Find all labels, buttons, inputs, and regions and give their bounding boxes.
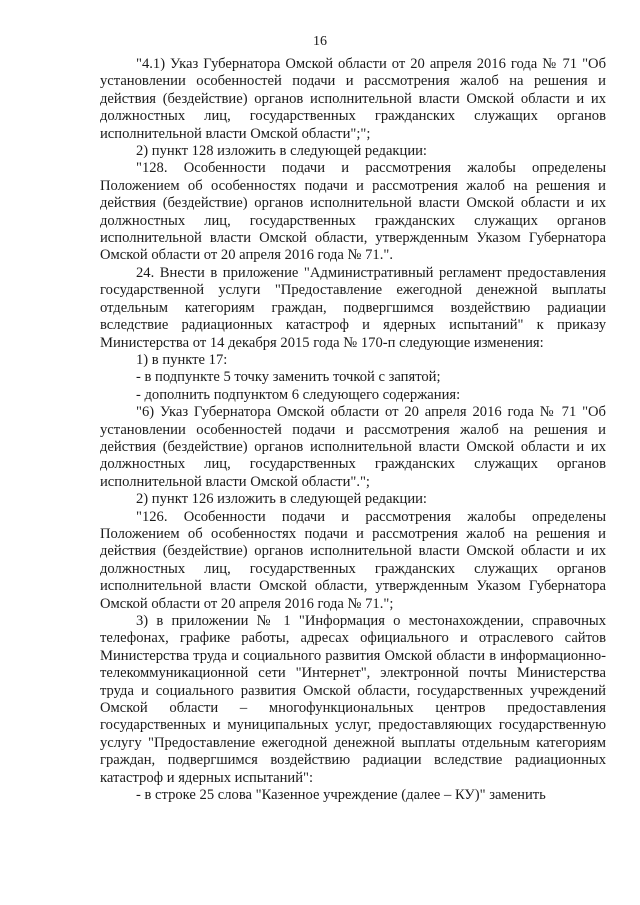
document-body [100,56,606,804]
paragraph-item-3-appendix-1: 3) в приложении № 1 "Информация о местонахождении, справочных телефонах, графике работы, адресах официального и отраслевого сайтов Министерства труда и социального развития Омской области в информационно-телекоммуникационной сети "Интернет", электронной почты Министерства труда и социального развития Омской области, государственных учреждений Омской области – многофункциональных центров предоставления государственных и муниципальных услуг, предоставляющих государственную услугу "Предоставление ежегодной денежной выплаты отдельным категориям граждан, подвергшимся воздействию радиации вследствие радиационных катастроф и ядерных испытаний": [100,613,606,786]
paragraph-decree-6: "6) Указ Губернатора Омской области от 20 апреля 2016 года № 71 "Об установлении особенностей подачи и рассмотрения жалоб на решения и действия (бездействие) органов исполнительной власти Омской области и их должностных лиц, государственных гражданских служащих органов исполнительной власти Омской области"."; [100,404,606,490]
paragraph-point-126-text: "126. Особенности подачи и рассмотрения жалобы определены Положением об особенностях подачи и рассмотрения жалоб на решения и действия (бездействие) органов исполнительной власти Омской области и их должностных лиц, государственных гражданских служащих органов исполнительной власти Омской области, утвержденным Указом Губернатора Омской области от 20 апреля 2016 года № 71."; [100,508,606,612]
paragraph-item-24: 24. Внести в приложение "Административный регламент предоставления государственной услуги "Предоставление ежегодной денежной выплаты отдельным категориям граждан, подвергшимся воздействию радиации вследствие радиационных катастроф и ядерных испытаний" к приказу Министерства от 14 декабря 2015 года № 170-п следующие изменения: [100,264,606,351]
paragraph-decree-4-1: "4.1) Указ Губернатора Омской области от 20 апреля 2016 года № 71 "Об установлении особенностей подачи и рассмотрения жалоб на решения и действия (бездействие) органов исполнительной власти Омской области и их должностных лиц, государственных гражданских служащих органов исполнительной власти Омской области";"; [100,56,606,142]
paragraph-item-2-point-128: 2) пункт 128 изложить в следующей редакции: [136,143,427,160]
page-number: 16 [313,34,327,49]
paragraph-row-25: - в строке 25 слова "Казенное учреждение (далее – КУ)" заменить [136,787,546,804]
paragraph-item-1-point-17: 1) в пункте 17: [136,351,228,368]
paragraph-point-128-text: "128. Особенности подачи и рассмотрения жалобы определены Положением об особенностях подачи и рассмотрения жалоб на решения и действия (бездействие) органов исполнительной власти Омской области и их должностных лиц, государственных гражданских служащих органов исполнительной власти Омской области, утвержденным Указом Губернатора Омской области от 20 апреля 2016 года № 71.". [100,160,606,264]
paragraph-subpoint-5: - в подпункте 5 точку заменить точкой с запятой; [136,369,441,386]
paragraph-add-subpoint-6: - дополнить подпунктом 6 следующего содержания: [136,386,461,403]
paragraph-item-2-point-126: 2) пункт 126 изложить в следующей редакции: [136,491,427,508]
